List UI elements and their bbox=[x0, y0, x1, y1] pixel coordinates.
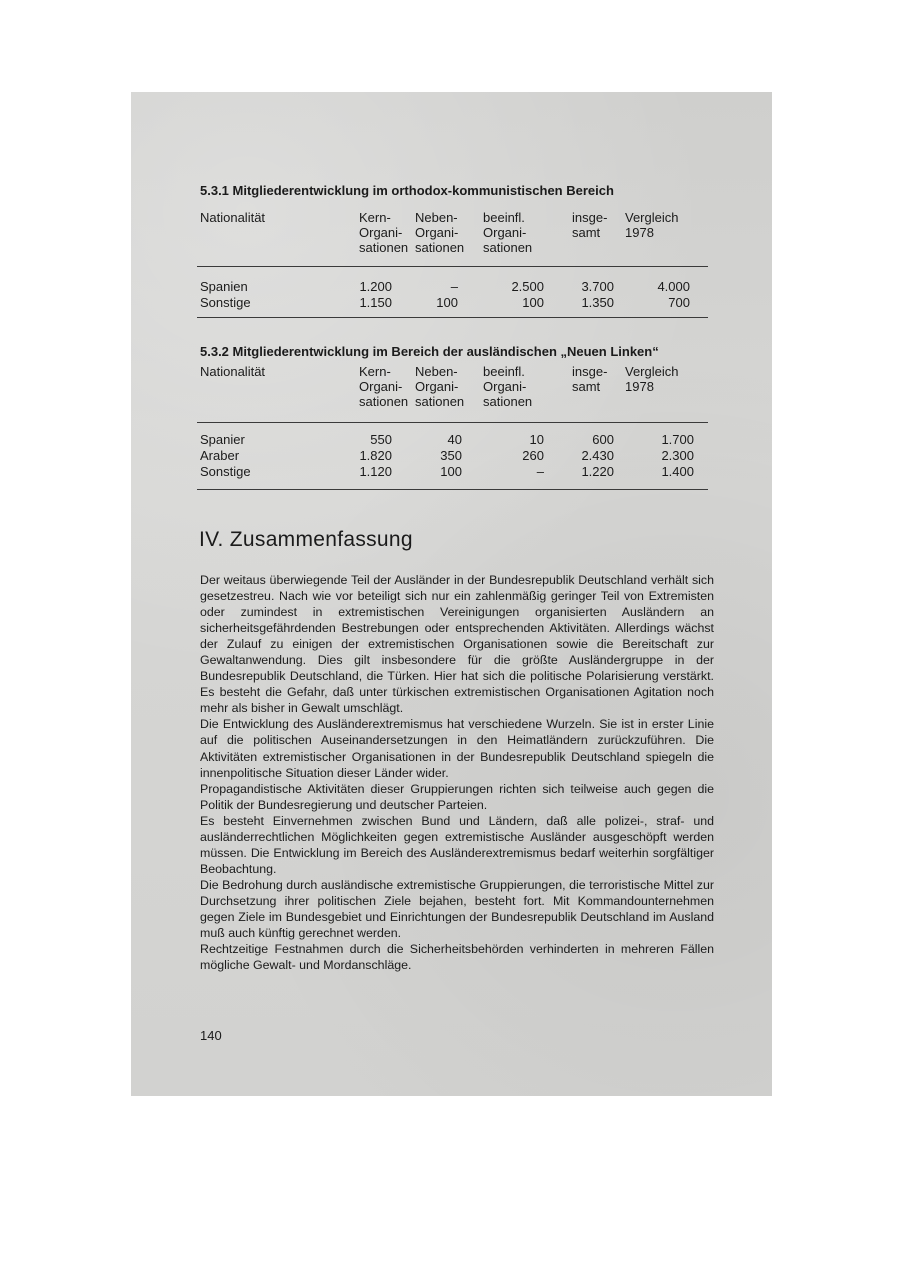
table2-bottom-rule bbox=[197, 489, 708, 490]
table2-col-header-vergleich: Vergleich 1978 bbox=[625, 364, 679, 394]
table2-cell-kern: 1.820 bbox=[359, 448, 392, 463]
summary-paragraph: Der weitaus überwiegende Teil der Ausländer in der Bundesrepublik Deutschland verhält sich gesetzestreu. Nach wie vor beteiligt sich nur ein zahlenmäßig geringer Teil von Extremisten oder zumindest in extremistischen Vereinigungen organisierten Ausländern an sicherheitsgefährdenden Bestrebungen oder entsprechenden Aktivitäten. Allerdings wächst der Zulauf zu einigen der extremistischen Organisationen sowie die Bereitschaft zur Gewaltanwendung. Dies gilt insbesondere für die größte Ausländergruppe in der Bundesrepublik Deutschland, die Türken. Hier hat sich die politische Polarisierung verstärkt. Es besteht die Gefahr, daß unter türkischen extremistischen Organisationen Agitation noch mehr als bisher in Gewalt umschlägt. bbox=[200, 573, 714, 716]
table1-header-rule bbox=[197, 266, 708, 267]
table2-col-header-kern: Kern- Organi- sationen bbox=[359, 364, 409, 409]
table2-cell-kern: 1.120 bbox=[359, 464, 392, 479]
table1-cell-beeinfl: 2.500 bbox=[511, 279, 544, 294]
table2-cell-neben: 40 bbox=[447, 432, 462, 447]
table1-col-header-vergleich: Vergleich 1978 bbox=[625, 210, 679, 240]
table2-cell-insgesamt: 2.430 bbox=[581, 448, 614, 463]
table2-col-header-nationality: Nationalität bbox=[200, 364, 266, 379]
table2-col-header-insgesamt: insge- samt bbox=[572, 364, 608, 394]
table2-cell-beeinfl: 260 bbox=[522, 448, 544, 463]
table2-cell-neben: 350 bbox=[440, 448, 462, 463]
table1-cell-insgesamt: 3.700 bbox=[581, 279, 614, 294]
table2-heading: 5.3.2 Mitgliederentwicklung im Bereich der ausländischen „Neuen Linken“ bbox=[200, 344, 659, 359]
table2-cell-neben: 100 bbox=[440, 464, 462, 479]
table1-col-header-kern: Kern- Organi- sationen bbox=[359, 210, 409, 255]
table2-cell-beeinfl: 10 bbox=[529, 432, 544, 447]
summary-paragraph: Die Entwicklung des Ausländerextremismus hat verschiedene Wurzeln. Sie ist in erster Linie auf die politischen Auseinandersetzungen in den Heimatländern zurückzuführen. Die Aktivitäten extremistischer Organisationen in der Bundesrepublik Deutschland spiegeln die innenpolitische Situation dieser Länder wider. bbox=[200, 717, 714, 780]
table1-heading: 5.3.1 Mitgliederentwicklung im orthodox-kommunistischen Bereich bbox=[200, 183, 614, 198]
summary-paragraph: Die Bedrohung durch ausländische extremistische Gruppierungen, die terroristische Mittel zur Durchsetzung ihrer politischen Ziele bejahen, besteht fort. Mit Kommandounternehmen gegen Ziele im Bundesgebiet und Einrichtungen der Bundesrepublik Deutschland im Ausland muß auch künftig gerechnet werden. bbox=[200, 877, 714, 941]
section-title: IV. Zusammenfassung bbox=[199, 528, 413, 551]
table2-cell-nationality: Araber bbox=[200, 448, 240, 463]
summary-body bbox=[200, 572, 714, 973]
table2-cell-beeinfl: – bbox=[536, 464, 544, 479]
table1-cell-beeinfl: 100 bbox=[522, 295, 544, 310]
table1-cell-neben: 100 bbox=[436, 295, 458, 310]
table1-cell-kern: 1.150 bbox=[359, 295, 392, 310]
summary-paragraph: Propagandistische Aktivitäten dieser Gruppierungen richten sich teilweise auch gegen die Politik der Bundesregierung und deutscher Parteien. bbox=[200, 781, 714, 812]
table1-col-header-beeinfl: beeinfl. Organi- sationen bbox=[483, 210, 533, 255]
table1-cell-nationality: Spanien bbox=[200, 279, 248, 294]
table1-bottom-rule bbox=[197, 317, 708, 318]
page-number: 140 bbox=[200, 1028, 222, 1043]
table2-col-header-beeinfl: beeinfl. Organi- sationen bbox=[483, 364, 533, 409]
table2-cell-nationality: Spanier bbox=[200, 432, 245, 447]
table2-cell-vergleich: 2.300 bbox=[661, 448, 694, 463]
table2-header-rule bbox=[197, 422, 708, 423]
table1-cell-neben: – bbox=[450, 279, 458, 294]
table1-col-header-neben: Neben- Organi- sationen bbox=[415, 210, 465, 255]
table1-cell-nationality: Sonstige bbox=[200, 295, 251, 310]
table1-col-header-nationality: Nationalität bbox=[200, 210, 266, 225]
table2-col-header-neben: Neben- Organi- sationen bbox=[415, 364, 465, 409]
table1-col-header-insgesamt: insge- samt bbox=[572, 210, 608, 240]
table2-cell-vergleich: 1.400 bbox=[661, 464, 694, 479]
table2-cell-nationality: Sonstige bbox=[200, 464, 251, 479]
table1-cell-kern: 1.200 bbox=[359, 279, 392, 294]
table1-cell-vergleich: 700 bbox=[668, 295, 690, 310]
table2-cell-vergleich: 1.700 bbox=[661, 432, 694, 447]
table1-cell-vergleich: 4.000 bbox=[657, 279, 690, 294]
table2-cell-insgesamt: 600 bbox=[592, 432, 614, 447]
table2-cell-insgesamt: 1.220 bbox=[581, 464, 614, 479]
table2-cell-kern: 550 bbox=[370, 432, 392, 447]
table1-cell-insgesamt: 1.350 bbox=[581, 295, 614, 310]
summary-paragraph: Rechtzeitige Festnahmen durch die Sicherheitsbehörden verhinderten in mehreren Fällen mögliche Gewalt- und Mordanschläge. bbox=[200, 942, 714, 973]
summary-paragraph: Es besteht Einvernehmen zwischen Bund und Ländern, daß alle polizei-, straf- und ausländerrechtlichen Möglichkeiten gegen extremistische Ausländer ausgeschöpft werden müssen. Die Entwicklung im Bereich des Ausländerextremismus bedarf weiterhin sorgfältiger Beobachtung. bbox=[200, 813, 714, 876]
